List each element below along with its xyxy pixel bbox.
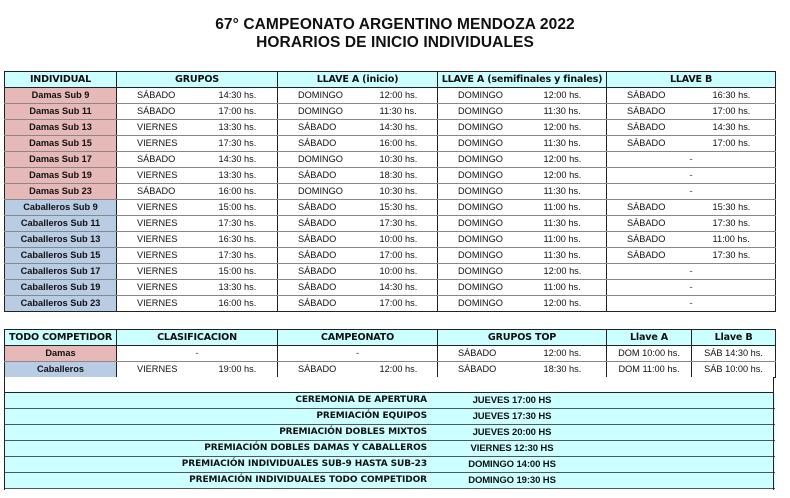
event-filler <box>587 425 775 441</box>
category-label: Caballeros Sub 17 <box>5 264 117 280</box>
grupos-day: SÁBADO <box>117 184 197 200</box>
grupos-day: VIERNES <box>117 264 197 280</box>
event-label: CEREMONIA DE APERTURA <box>4 393 437 409</box>
grupos-top-day: SÁBADO <box>438 362 522 378</box>
grupos-day: VIERNES <box>117 280 197 296</box>
category-label: Damas Sub 17 <box>5 152 117 168</box>
llave-a-time: 12:00 hs. <box>358 88 438 104</box>
llave-b-time: 17:30 hs. <box>691 248 776 264</box>
semifinal-day: DOMINGO <box>438 280 522 296</box>
grupos-time: 13:30 hs. <box>197 168 278 184</box>
llave-b-empty: - <box>607 152 776 168</box>
semifinal-time: 12:00 hs. <box>522 152 607 168</box>
llave-b-time: 14:30 hs. <box>691 120 776 136</box>
grupos-day: SÁBADO <box>117 104 197 120</box>
page-subtitle: HORARIOS DE INICIO INDIVIDUALES <box>256 34 534 51</box>
table-row <box>5 88 776 104</box>
grupos-time: 16:30 hs. <box>197 232 278 248</box>
semifinal-time: 11:00 hs. <box>522 280 607 296</box>
events-table <box>4 393 775 489</box>
semifinal-time: 11:00 hs. <box>522 200 607 216</box>
clasificacion-day: VIERNES <box>117 362 197 378</box>
grupos-time: 17:30 hs. <box>197 136 278 152</box>
table-row <box>5 264 776 280</box>
llave-b-time: 16:30 hs. <box>691 88 776 104</box>
event-filler <box>587 441 775 457</box>
table-row <box>5 232 776 248</box>
semifinal-day: DOMINGO <box>438 104 522 120</box>
llave-b-time: 17:00 hs. <box>691 136 776 152</box>
grupos-top-time: 12:00 hs. <box>522 346 607 362</box>
event-row <box>4 393 775 409</box>
table-row <box>5 184 776 200</box>
llave-b-day: SÁBADO <box>607 216 691 232</box>
event-filler <box>587 473 775 489</box>
header-individual: INDIVIDUAL <box>5 72 117 88</box>
llave-b-empty: - <box>607 168 776 184</box>
category-label: Damas <box>5 346 117 362</box>
category-label: Caballeros Sub 15 <box>5 248 117 264</box>
llave-a-time: 10:30 hs. <box>358 152 438 168</box>
category-label: Caballeros Sub 19 <box>5 280 117 296</box>
header-llave-b: Llave B <box>692 330 776 346</box>
llave-a-time: 18:30 hs. <box>358 168 438 184</box>
event-time: DOMINGO 14:00 HS <box>437 457 587 473</box>
llave-a-day: SÁBADO <box>278 216 358 232</box>
category-label: Caballeros Sub 23 <box>5 296 117 312</box>
llave-a-day: SÁBADO <box>278 120 358 136</box>
event-row <box>4 457 775 473</box>
event-filler <box>587 457 775 473</box>
table-row <box>5 104 776 120</box>
grupos-time: 14:30 hs. <box>197 88 278 104</box>
llave-a-day: DOMINGO <box>278 104 358 120</box>
grupos-time: 17:30 hs. <box>197 216 278 232</box>
llave-a-value: DOM 11:00 hs. <box>607 362 692 378</box>
llave-b-time: 17:00 hs. <box>691 104 776 120</box>
category-label: Damas Sub 23 <box>5 184 117 200</box>
category-label: Caballeros Sub 13 <box>5 232 117 248</box>
semifinal-day: DOMINGO <box>438 152 522 168</box>
semifinal-day: DOMINGO <box>438 232 522 248</box>
semifinal-time: 11:30 hs. <box>522 136 607 152</box>
llave-a-time: 17:00 hs. <box>358 296 438 312</box>
grupos-time: 17:00 hs. <box>197 104 278 120</box>
llave-b-day: SÁBADO <box>607 104 691 120</box>
llave-b-day: SÁBADO <box>607 120 691 136</box>
llave-a-time: 14:30 hs. <box>358 280 438 296</box>
category-label: Damas Sub 11 <box>5 104 117 120</box>
campeonato-empty: - <box>278 346 438 362</box>
category-label: Caballeros Sub 11 <box>5 216 117 232</box>
llave-b-day: SÁBADO <box>607 200 691 216</box>
clasificacion-empty: - <box>117 346 278 362</box>
table-row <box>5 362 776 378</box>
grupos-time: 16:00 hs. <box>197 296 278 312</box>
header-campeonato: CAMPEONATO <box>278 330 438 346</box>
llave-a-time: 10:30 hs. <box>358 184 438 200</box>
grupos-time: 13:30 hs. <box>197 280 278 296</box>
grupos-top-time: 18:30 hs. <box>522 362 607 378</box>
llave-b-day: SÁBADO <box>607 88 691 104</box>
grupos-day: SÁBADO <box>117 152 197 168</box>
grupos-time: 13:30 hs. <box>197 120 278 136</box>
grupos-day: SÁBADO <box>117 88 197 104</box>
category-label: Damas Sub 9 <box>5 88 117 104</box>
event-label: PREMIACIÓN INDIVIDUALES SUB-9 HASTA SUB-23 <box>4 457 437 473</box>
semifinal-day: DOMINGO <box>438 216 522 232</box>
llave-a-time: 14:30 hs. <box>358 120 438 136</box>
event-time: JUEVES 20:00 HS <box>437 425 587 441</box>
llave-a-time: 15:30 hs. <box>358 200 438 216</box>
grupos-time: 17:30 hs. <box>197 248 278 264</box>
header-todo-competidor: TODO COMPETIDOR <box>5 330 117 346</box>
grupos-top-day: SÁBADO <box>438 346 522 362</box>
table-row <box>5 120 776 136</box>
individual-schedule-table <box>4 71 776 312</box>
semifinal-day: DOMINGO <box>438 264 522 280</box>
event-row <box>4 441 775 457</box>
llave-a-value: DOM 10:00 hs. <box>607 346 692 362</box>
semifinal-time: 11:00 hs. <box>522 232 607 248</box>
semifinal-time: 11:30 hs. <box>522 216 607 232</box>
llave-a-day: SÁBADO <box>278 200 358 216</box>
llave-b-day: SÁBADO <box>607 136 691 152</box>
semifinal-day: DOMINGO <box>438 88 522 104</box>
category-label: Damas Sub 13 <box>5 120 117 136</box>
header-llave-a-semifinales: LLAVE A (semifinales y finales) <box>438 72 607 88</box>
table-row <box>5 200 776 216</box>
event-label: PREMIACIÓN INDIVIDUALES TODO COMPETIDOR <box>4 473 437 489</box>
llave-a-time: 10:00 hs. <box>358 264 438 280</box>
grupos-day: VIERNES <box>117 136 197 152</box>
grupos-day: VIERNES <box>117 296 197 312</box>
llave-a-day: SÁBADO <box>278 232 358 248</box>
table-row <box>5 136 776 152</box>
table-row <box>5 216 776 232</box>
clasificacion-time: 19:00 hs. <box>197 362 278 378</box>
semifinal-day: DOMINGO <box>438 136 522 152</box>
llave-a-day: DOMINGO <box>278 152 358 168</box>
llave-b-day: SÁBADO <box>607 232 691 248</box>
semifinal-time: 11:30 hs. <box>522 184 607 200</box>
event-filler <box>587 409 775 425</box>
table-row <box>5 280 776 296</box>
llave-a-time: 17:00 hs. <box>358 248 438 264</box>
category-label: Caballeros Sub 9 <box>5 200 117 216</box>
table-row <box>5 296 776 312</box>
llave-b-empty: - <box>607 280 776 296</box>
category-label: Damas Sub 15 <box>5 136 117 152</box>
grupos-day: VIERNES <box>117 120 197 136</box>
event-row <box>4 473 775 489</box>
table-header-row <box>5 72 776 88</box>
campeonato-day: SÁBADO <box>278 362 358 378</box>
llave-a-day: SÁBADO <box>278 248 358 264</box>
event-label: PREMIACIÓN DOBLES DAMAS Y CABALLEROS <box>4 441 437 457</box>
llave-b-day: SÁBADO <box>607 248 691 264</box>
header-llave-a: Llave A <box>607 330 692 346</box>
llave-b-time: 15:30 hs. <box>691 200 776 216</box>
semifinal-day: DOMINGO <box>438 248 522 264</box>
event-time: JUEVES 17:00 HS <box>437 393 587 409</box>
event-label: PREMIACIÓN EQUIPOS <box>4 409 437 425</box>
grupos-time: 16:00 hs. <box>197 184 278 200</box>
llave-a-day: SÁBADO <box>278 168 358 184</box>
table-header-row <box>5 330 776 346</box>
event-filler <box>587 393 775 409</box>
llave-b-time: 17:30 hs. <box>691 216 776 232</box>
semifinal-day: DOMINGO <box>438 184 522 200</box>
header-llave-b: LLAVE B <box>607 72 776 88</box>
table-row <box>5 346 776 362</box>
semifinal-time: 11:30 hs. <box>522 104 607 120</box>
event-time: VIERNES 12:30 HS <box>437 441 587 457</box>
llave-a-day: SÁBADO <box>278 264 358 280</box>
semifinal-time: 12:00 hs. <box>522 88 607 104</box>
grupos-day: VIERNES <box>117 248 197 264</box>
semifinal-day: DOMINGO <box>438 168 522 184</box>
grupos-day: VIERNES <box>117 168 197 184</box>
table-row <box>5 168 776 184</box>
llave-b-value: SÁB 14:30 hs. <box>692 346 776 362</box>
llave-b-empty: - <box>607 264 776 280</box>
event-time: JUEVES 17:30 HS <box>437 409 587 425</box>
llave-a-day: SÁBADO <box>278 136 358 152</box>
llave-a-time: 16:00 hs. <box>358 136 438 152</box>
todo-competidor-table <box>4 329 776 378</box>
spacer-row <box>4 377 774 392</box>
category-label: Caballeros <box>5 362 117 378</box>
category-label: Damas Sub 19 <box>5 168 117 184</box>
semifinal-day: DOMINGO <box>438 296 522 312</box>
llave-a-day: SÁBADO <box>278 296 358 312</box>
llave-a-day: DOMINGO <box>278 184 358 200</box>
llave-b-time: 11:00 hs. <box>691 232 776 248</box>
event-row <box>4 409 775 425</box>
semifinal-day: DOMINGO <box>438 200 522 216</box>
page-title: 67° CAMPEONATO ARGENTINO MENDOZA 2022 <box>215 16 575 33</box>
semifinal-time: 11:30 hs. <box>522 248 607 264</box>
header-llave-a-inicio: LLAVE A (inicio) <box>278 72 438 88</box>
grupos-day: VIERNES <box>117 232 197 248</box>
event-label: PREMIACIÓN DOBLES MIXTOS <box>4 425 437 441</box>
semifinal-day: DOMINGO <box>438 120 522 136</box>
llave-a-time: 10:00 hs. <box>358 232 438 248</box>
llave-b-empty: - <box>607 184 776 200</box>
event-row <box>4 425 775 441</box>
llave-a-time: 17:30 hs. <box>358 216 438 232</box>
grupos-time: 14:30 hs. <box>197 152 278 168</box>
grupos-time: 15:00 hs. <box>197 264 278 280</box>
semifinal-time: 12:00 hs. <box>522 296 607 312</box>
grupos-day: VIERNES <box>117 216 197 232</box>
header-grupos-top: GRUPOS TOP <box>438 330 607 346</box>
llave-a-day: DOMINGO <box>278 88 358 104</box>
llave-a-day: SÁBADO <box>278 280 358 296</box>
grupos-time: 15:00 hs. <box>197 200 278 216</box>
semifinal-time: 12:00 hs. <box>522 168 607 184</box>
llave-b-empty: - <box>607 296 776 312</box>
header-grupos: GRUPOS <box>117 72 278 88</box>
semifinal-time: 12:00 hs. <box>522 120 607 136</box>
table-row <box>5 152 776 168</box>
semifinal-time: 12:00 hs. <box>522 264 607 280</box>
campeonato-time: 12:00 hs. <box>358 362 438 378</box>
table-row <box>5 248 776 264</box>
llave-b-value: SÁB 10:00 hs. <box>692 362 776 378</box>
llave-a-time: 11:30 hs. <box>358 104 438 120</box>
header-clasificacion: CLASIFICACION <box>117 330 278 346</box>
event-time: DOMINGO 19:30 HS <box>437 473 587 489</box>
grupos-day: VIERNES <box>117 200 197 216</box>
